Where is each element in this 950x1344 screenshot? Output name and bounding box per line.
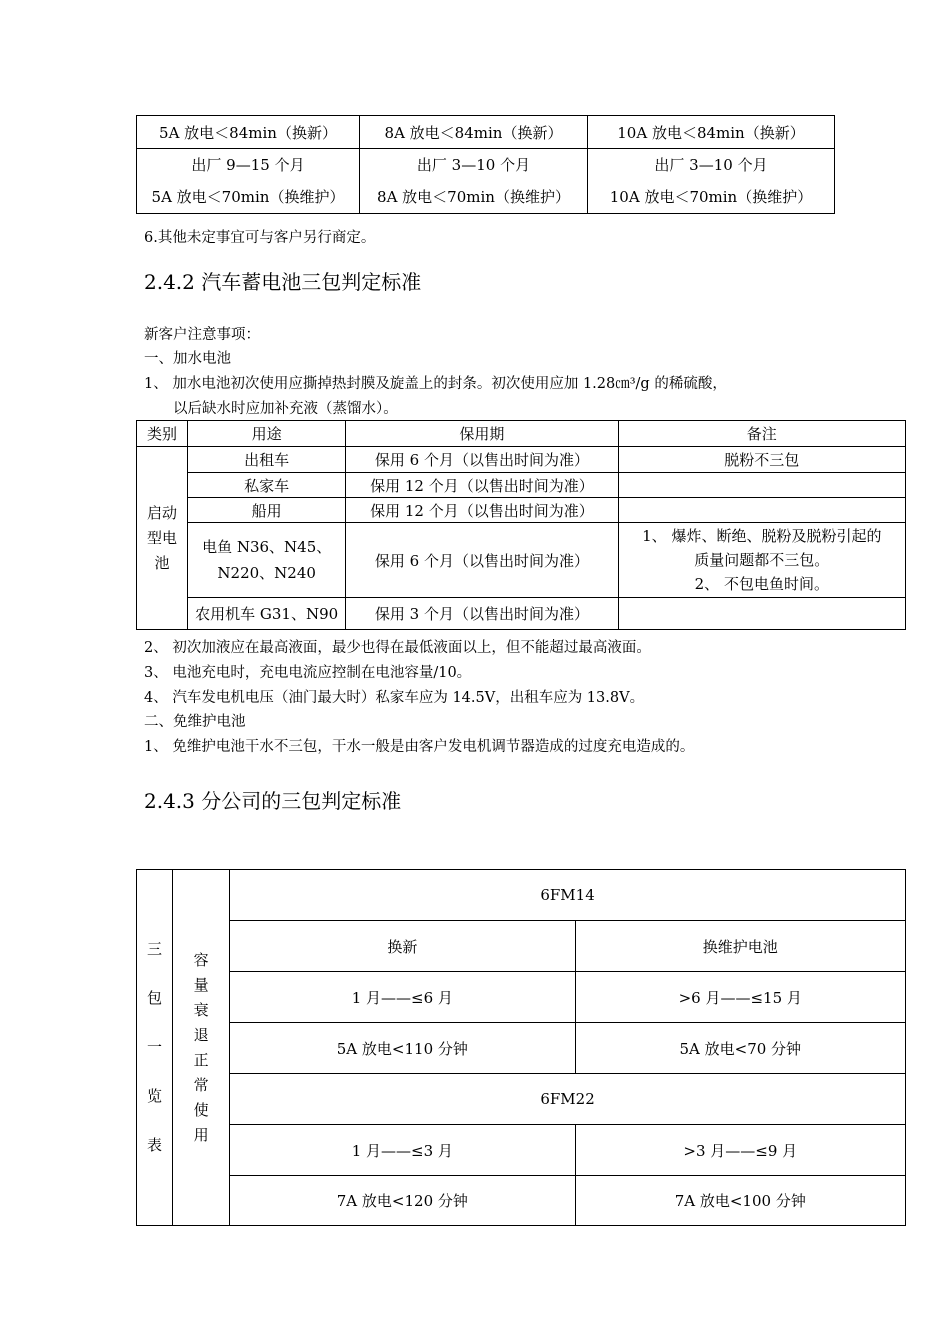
note-line: 质量问题都不三包。 xyxy=(694,551,830,569)
model-cell: 6FM22 xyxy=(230,1074,906,1125)
table-cell: 换新 xyxy=(230,921,575,972)
item-3: 3、 电池充电时，充电电流应控制在电池容量/10。 xyxy=(144,665,472,681)
table-cell: 10A 放电＜84min（换新） xyxy=(588,116,835,149)
title-char: 一 xyxy=(147,1038,163,1056)
header-cell: 保用期 xyxy=(346,421,618,447)
use-cell: 私家车 xyxy=(188,473,346,498)
table-cell: 1 月——≤3 月 xyxy=(230,1125,575,1176)
table-cell: 7A 放电<100 分钟 xyxy=(575,1176,905,1226)
item-2: 2、 初次加液应在最高液面，最少也得在最低液面以上，但不能超过最高液面。 xyxy=(144,640,651,656)
capacity-char: 容 xyxy=(193,950,209,969)
category-line: 池 xyxy=(154,553,170,572)
note-cell xyxy=(618,523,905,598)
table-cell: 7A 放电<120 分钟 xyxy=(230,1176,575,1226)
title-char: 三 xyxy=(147,940,163,958)
discharge-text: 5A 放电＜70min（换维护） xyxy=(151,188,345,206)
title-vertical-cell xyxy=(137,870,173,1226)
warranty-table xyxy=(136,420,906,630)
header-cell: 类别 xyxy=(137,421,188,447)
capacity-char: 衰 xyxy=(193,1000,209,1019)
note-cell: 脱粉不三包 xyxy=(618,447,905,473)
table-cell: >6 月——≤15 月 xyxy=(575,972,905,1023)
use-cell xyxy=(188,523,346,598)
period-text: 出厂 9—15 个月 xyxy=(191,156,305,174)
item-1-line-1: 1、 加水电池初次使用应撕掉热封膜及旋盖上的封条。初次使用应加 1.28㎝³/g 的稀硫酸， xyxy=(144,376,727,392)
section-maintenance-free: 二、免维护电池 xyxy=(144,714,246,730)
capacity-char: 使 xyxy=(193,1100,209,1119)
table-cell: 5A 放电<110 分钟 xyxy=(230,1023,575,1074)
table-cell: 8A 放电＜84min（换新） xyxy=(360,116,588,149)
use-line: N220、N240 xyxy=(217,564,316,582)
discharge-text: 10A 放电＜70min（换维护） xyxy=(609,188,813,206)
category-line: 启动 xyxy=(147,503,178,522)
category-line: 型电 xyxy=(147,528,178,547)
section-water-battery: 一、加水电池 xyxy=(144,351,231,367)
header-cell: 备注 xyxy=(618,421,905,447)
category-cell xyxy=(137,447,188,630)
note-line: 1、 爆炸、断绝、脱粉及脱粉引起的 xyxy=(642,527,882,545)
period-cell: 保用 3 个月（以售出时间为准） xyxy=(346,598,618,630)
title-char: 览 xyxy=(147,1087,163,1105)
table-cell: 5A 放电＜84min（换新） xyxy=(137,116,360,149)
note-line: 2、 不包电鱼时间。 xyxy=(694,575,829,593)
note-cell xyxy=(618,598,905,630)
table-cell: 5A 放电<70 分钟 xyxy=(575,1023,905,1074)
note-6: 6.其他未定事宜可与客户另行商定。 xyxy=(144,230,376,246)
model-cell: 6FM14 xyxy=(230,870,906,921)
period-cell: 保用 12 个月（以售出时间为准） xyxy=(346,473,618,498)
table-cell: 换维护电池 xyxy=(575,921,905,972)
period-cell: 保用 12 个月（以售出时间为准） xyxy=(346,498,618,523)
discharge-text: 8A 放电＜70min（换维护） xyxy=(377,188,570,206)
use-cell: 船用 xyxy=(188,498,346,523)
note-cell xyxy=(618,473,905,498)
table-cell: 1 月——≤6 月 xyxy=(230,972,575,1023)
item-4: 4、 汽车发电机电压（油门最大时）私家车应为 14.5V，出租车应为 13.8V。 xyxy=(144,690,645,706)
title-char: 表 xyxy=(147,1136,163,1154)
new-customer-label: 新客户注意事项： xyxy=(144,327,260,343)
section-heading-2-4-3: 2.4.3 分公司的三包判定标准 xyxy=(144,789,402,813)
capacity-char: 用 xyxy=(193,1125,209,1144)
use-cell: 农用机车 G31、N90 xyxy=(188,598,346,630)
period-cell: 保用 6 个月（以售出时间为准） xyxy=(346,447,618,473)
note-cell xyxy=(618,498,905,523)
table-cell xyxy=(360,149,588,214)
use-cell: 出租车 xyxy=(188,447,346,473)
discharge-table xyxy=(136,115,835,214)
branch-standard-table xyxy=(136,869,906,1226)
capacity-char: 常 xyxy=(193,1075,209,1094)
capacity-char: 量 xyxy=(193,975,209,994)
item-1b: 1、 免维护电池干水不三包，干水一般是由客户发电机调节器造成的过度充电造成的。 xyxy=(144,739,695,755)
use-line: 电鱼 N36、N45、 xyxy=(202,538,332,556)
capacity-vertical-cell xyxy=(173,870,230,1226)
period-text: 出厂 3—10 个月 xyxy=(654,156,768,174)
section-heading-2-4-2: 2.4.2 汽车蓄电池三包判定标准 xyxy=(144,270,422,294)
table-cell xyxy=(588,149,835,214)
table-cell: >3 月——≤9 月 xyxy=(575,1125,905,1176)
capacity-char: 退 xyxy=(193,1025,209,1044)
period-cell: 保用 6 个月（以售出时间为准） xyxy=(346,523,618,598)
period-text: 出厂 3—10 个月 xyxy=(416,156,531,174)
item-1-line-2: 以后缺水时应加补充液（蒸馏水）。 xyxy=(173,401,398,417)
capacity-char: 正 xyxy=(193,1050,209,1069)
table-cell xyxy=(137,149,360,214)
title-char: 包 xyxy=(147,989,163,1007)
header-cell: 用途 xyxy=(188,421,346,447)
